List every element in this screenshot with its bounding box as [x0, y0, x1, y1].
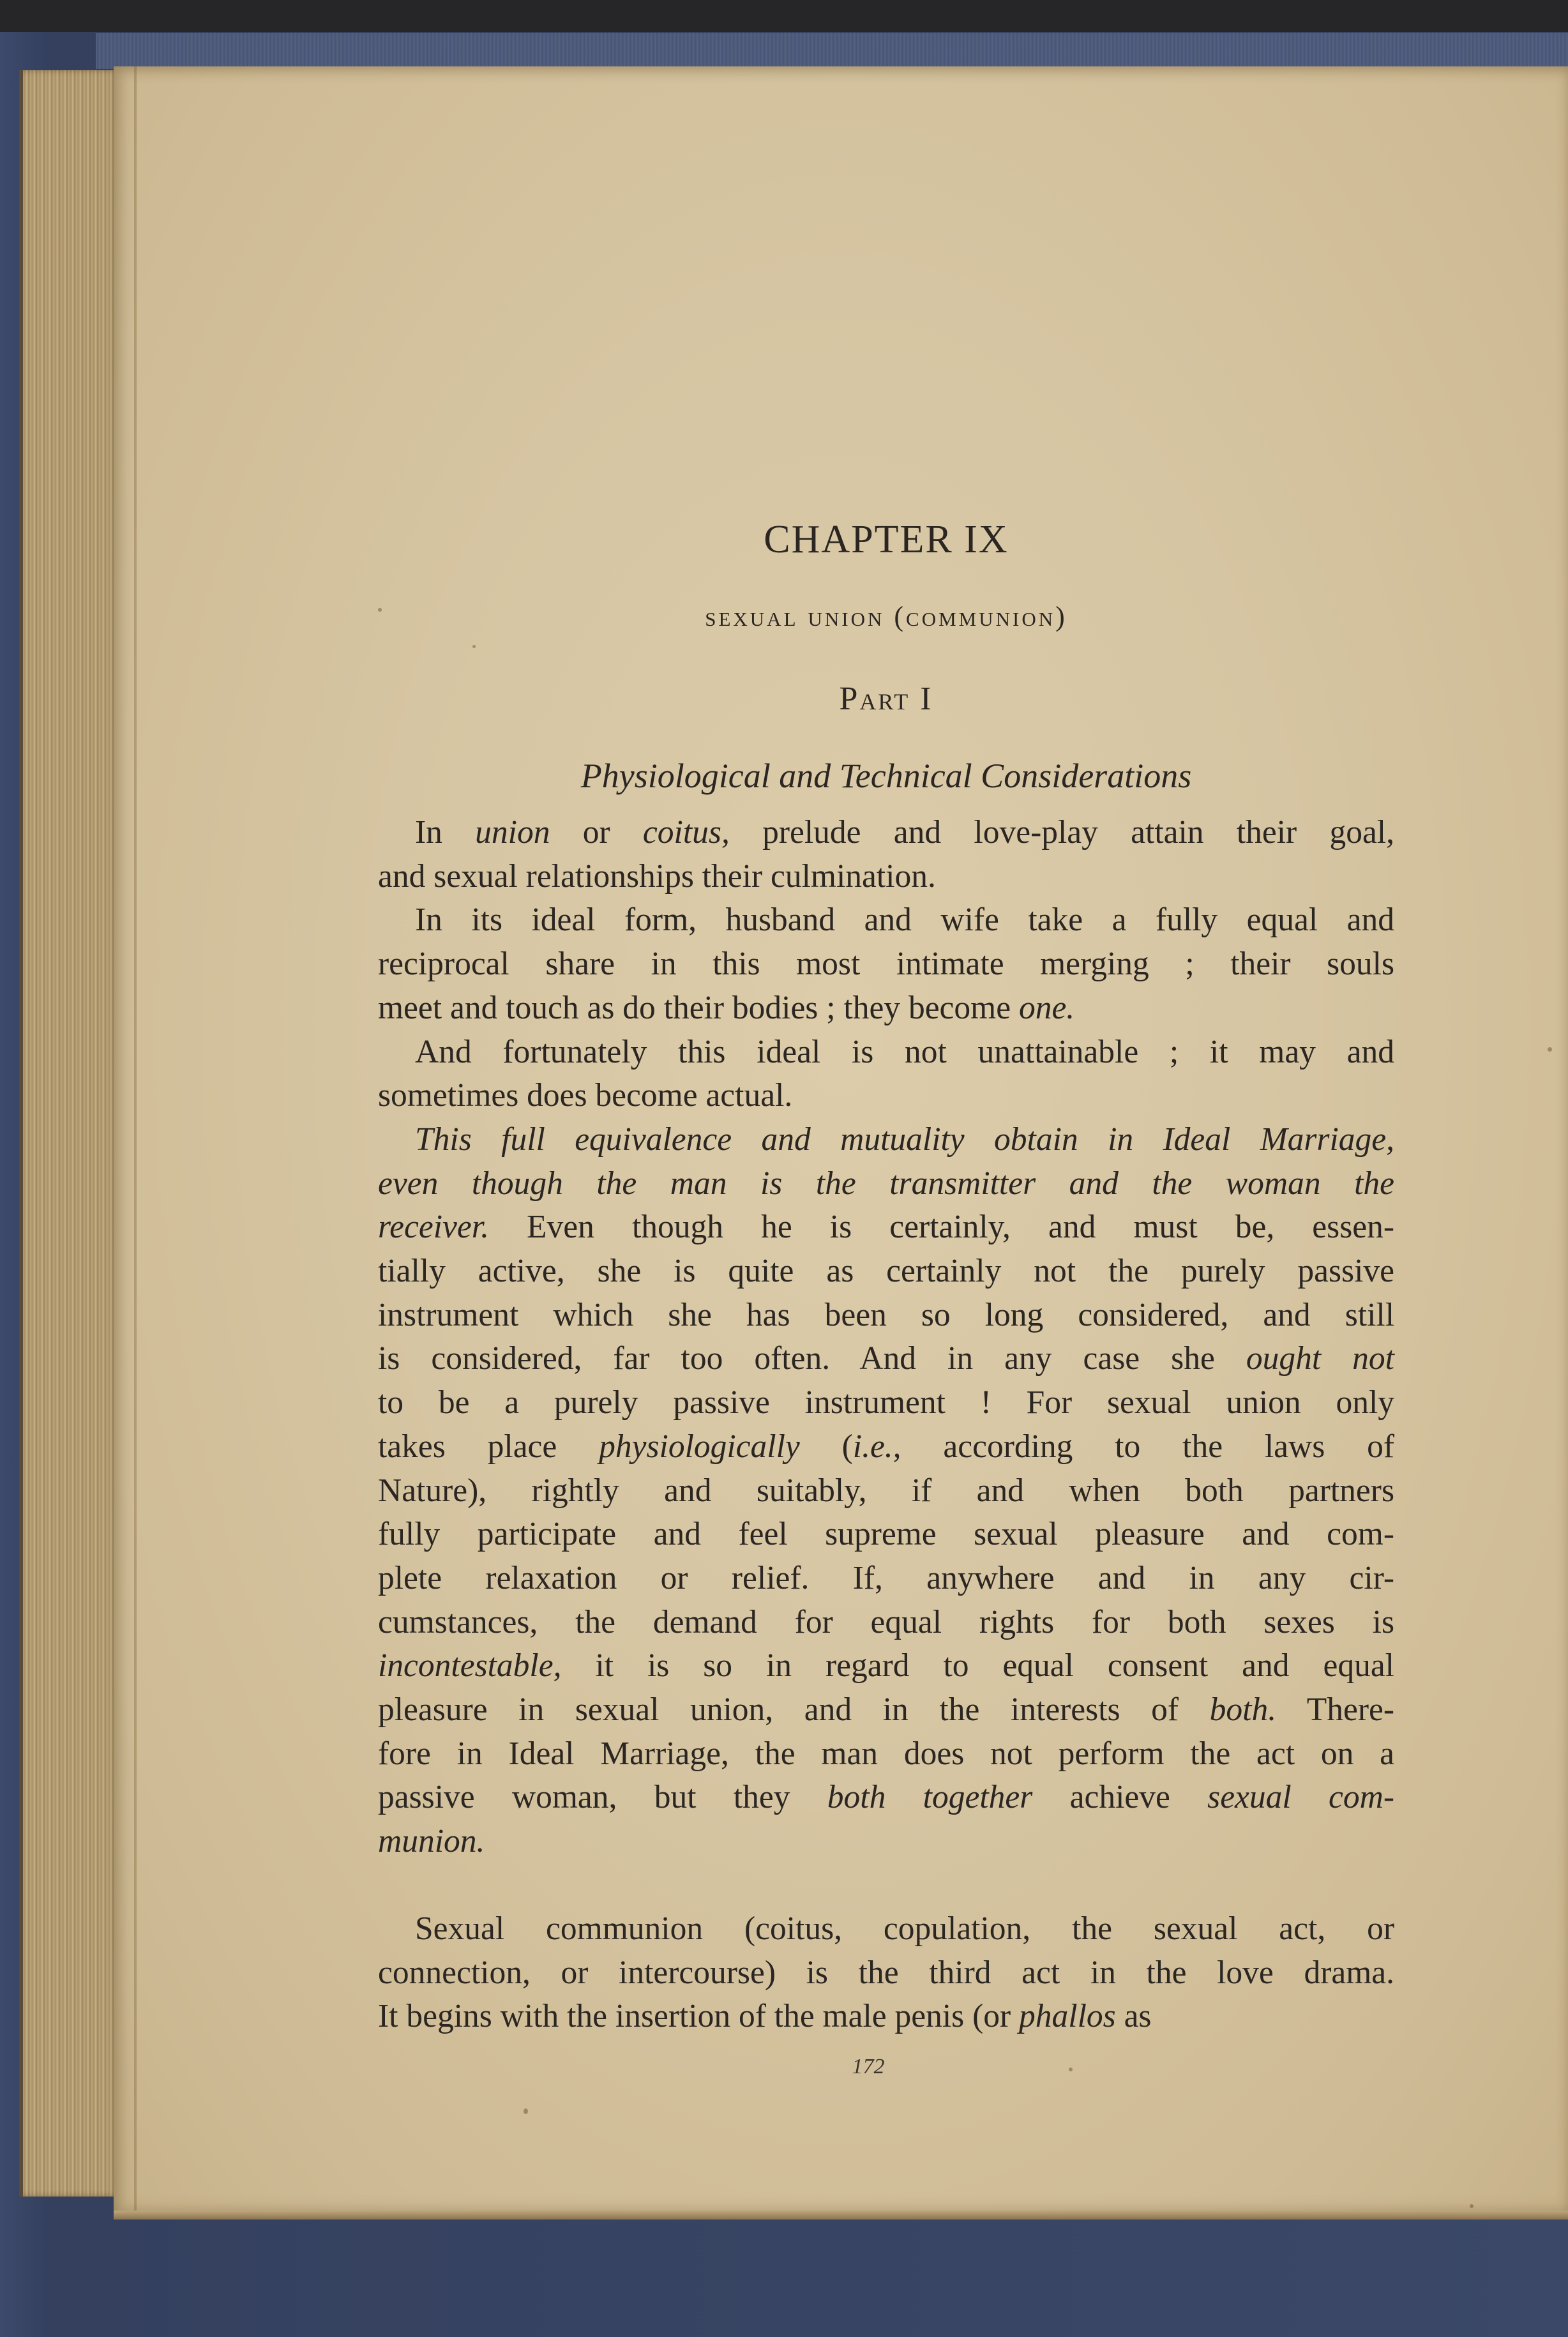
text-line — [378, 1776, 1394, 1820]
text-line — [378, 1425, 1394, 1469]
paragraph — [378, 1118, 1394, 1864]
text-line — [378, 987, 1394, 1031]
text-run: it is so in regard to equal consent and equal — [561, 1647, 1394, 1684]
text-run: In its ideal form, husband and wife take a fully equal and — [415, 902, 1394, 939]
text-run: reciprocal share in this most intimate merging ; their souls — [378, 946, 1394, 983]
page-number: 172 — [852, 2055, 885, 2078]
paper-speck — [472, 645, 476, 648]
text-run: fully participate and feel supreme sexual pleasure and com- — [378, 1516, 1394, 1553]
italic-text: one. — [1018, 989, 1075, 1026]
italic-text: sexual com- — [1207, 1779, 1394, 1816]
italic-text: incontestable, — [378, 1647, 562, 1684]
text-run: prelude and love-play attain their goal, — [729, 814, 1394, 851]
text-line — [378, 1469, 1394, 1513]
text-line — [378, 1118, 1394, 1162]
italic-text: both. — [1209, 1691, 1277, 1728]
text-line — [378, 1644, 1394, 1688]
text-run: takes place — [378, 1428, 599, 1465]
text-run: and sexual relationships their culmination. — [378, 858, 936, 895]
text-run: plete relaxation or relief. If, anywhere and in any cir- — [378, 1559, 1394, 1596]
chapter-heading: CHAPTER IX — [764, 518, 1009, 561]
paragraph — [378, 1031, 1394, 1118]
text-line — [378, 1513, 1394, 1557]
text-line — [378, 1951, 1394, 1995]
text-line — [378, 1601, 1394, 1645]
text-run: fore in Ideal Marriage, the man does not perform the act on a — [378, 1735, 1394, 1772]
text-line — [378, 811, 1394, 855]
text-run: achieve — [1032, 1779, 1208, 1816]
chapter-subtitle: sexual union (communion) — [705, 601, 1067, 632]
italic-text: i.e., — [852, 1428, 901, 1465]
text-run: as — [1115, 1998, 1152, 2035]
text-run: pleasure in sexual union, and in the interests of — [378, 1691, 1210, 1728]
part-heading: Part I — [839, 681, 933, 717]
paragraph — [378, 898, 1394, 1030]
italic-text: receiver. — [378, 1209, 489, 1246]
page-bottom-edge — [114, 2211, 1568, 2220]
page-gutter — [134, 66, 137, 2212]
body-text — [378, 811, 1394, 2039]
italic-text: coitus, — [642, 814, 730, 851]
text-run: or — [550, 814, 643, 851]
text-line — [378, 1381, 1394, 1425]
text-line — [378, 1907, 1394, 1951]
text-run: Nature), rightly and suitably, if and when both partners — [378, 1472, 1394, 1509]
text-run: sometimes does become actual. — [378, 1077, 793, 1114]
text-line — [378, 1074, 1394, 1118]
italic-text: even though the man is the transmitter and the woman the — [378, 1165, 1394, 1202]
text-line — [378, 1820, 1394, 1864]
text-line — [378, 855, 1394, 899]
text-line — [378, 1732, 1394, 1776]
paper-speck — [1470, 2204, 1474, 2208]
text-run: cumstances, the demand for equal rights for both sexes is — [378, 1603, 1394, 1640]
paper-speck — [524, 2108, 528, 2114]
text-run: In — [415, 814, 476, 851]
text-line — [378, 1995, 1394, 2039]
italic-text: This full equivalence and mutuality obtain in Ideal Marriage, — [415, 1121, 1394, 1158]
text-run: passive woman, but they — [378, 1779, 827, 1816]
text-run: meet and touch as do their bodies ; they become — [378, 989, 1019, 1026]
text-run: is considered, far too often. And in any case she — [378, 1340, 1246, 1377]
text-run: connection, or intercourse) is the third act in the love drama. — [378, 1954, 1394, 1991]
text-run: to be a purely passive instrument ! For sexual union only — [378, 1384, 1394, 1421]
text-line — [378, 1206, 1394, 1250]
text-line — [378, 1337, 1394, 1381]
paragraph — [378, 811, 1394, 898]
text-run: Even though he is certainly, and must be, essen- — [488, 1209, 1394, 1246]
text-run: according to the laws of — [901, 1428, 1395, 1465]
italic-text: ought not — [1246, 1340, 1394, 1377]
text-line — [378, 1557, 1394, 1601]
paragraph — [378, 1907, 1394, 2039]
italic-text: munion. — [378, 1823, 485, 1860]
cover-top-edge — [96, 33, 1568, 69]
text-line — [378, 898, 1394, 942]
italic-text: physiologically — [599, 1428, 800, 1465]
text-run: There- — [1276, 1691, 1394, 1728]
italic-text: union — [475, 814, 550, 851]
text-line — [378, 1294, 1394, 1338]
paper-speck — [1069, 2068, 1073, 2071]
text-line — [378, 942, 1394, 987]
text-run: And fortunately this ideal is not unattainable ; it may and — [415, 1033, 1394, 1070]
italic-text: both together — [827, 1779, 1033, 1816]
paper-speck — [1548, 1047, 1552, 1052]
text-line — [378, 1250, 1394, 1294]
italic-text: phallos — [1019, 1998, 1116, 2035]
text-run: Sexual communion (coitus, copulation, the sexual act, or — [415, 1910, 1394, 1947]
section-heading: Physiological and Technical Considerations — [580, 757, 1192, 795]
text-line — [378, 1162, 1394, 1206]
text-run: tially active, she is quite as certainly not the purely passive — [378, 1253, 1394, 1290]
text-run: It begins with the insertion of the male penis (or — [378, 1998, 1020, 2035]
text-line — [378, 1688, 1394, 1732]
text-run: ( — [799, 1428, 853, 1465]
text-line — [378, 1031, 1394, 1075]
page-edges — [19, 70, 119, 2197]
text-run: instrument which she has been so long considered, and still — [378, 1296, 1394, 1333]
